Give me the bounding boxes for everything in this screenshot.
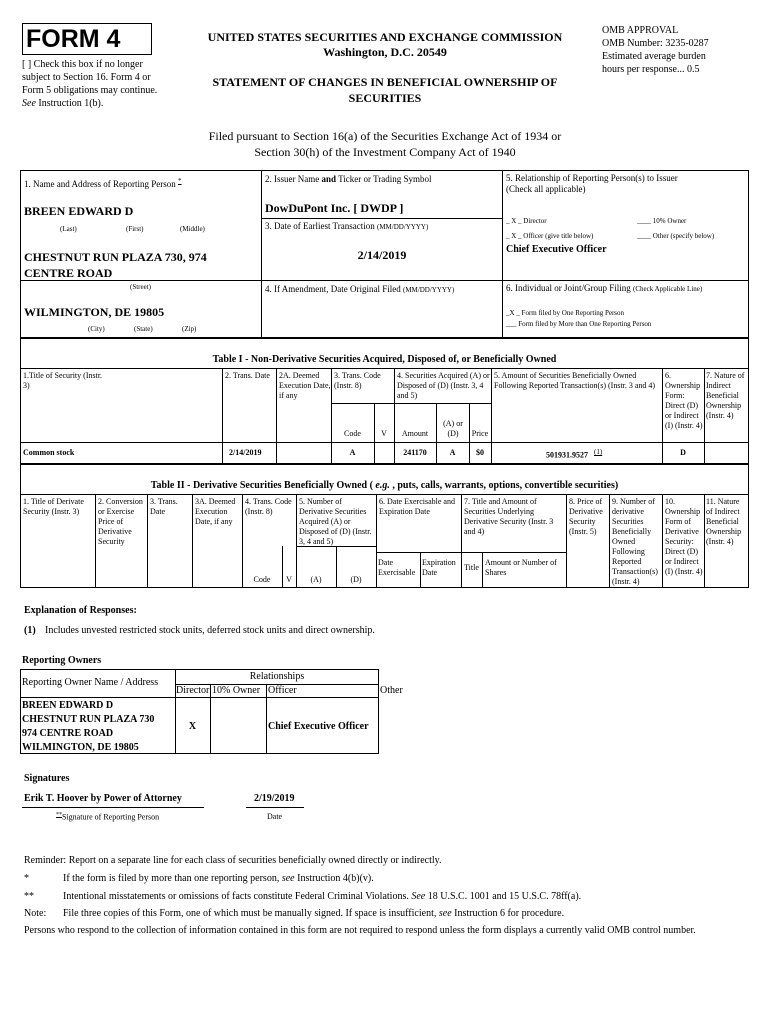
- table-2-title: Table II - Derivative Securities Beneficially Owned ( e.g. , puts, calls, warrants, options, convertible securities): [150, 480, 619, 491]
- t1-h-nature: 7. Nature of Indirect Beneficial Ownership (Instr. 4): [706, 371, 745, 420]
- t2-sub-title: Title: [464, 563, 479, 572]
- label-state: (State): [134, 325, 153, 333]
- t2-sub-amount: Amount or Number of Shares: [485, 558, 557, 577]
- filed-pursuant: Filed pursuant to Section 16(a) of the Securities Exchange Act of 1934 or Section 30(h) of the Investment Company Act of 1940: [208, 129, 562, 159]
- statement-title-2: SECURITIES: [348, 91, 422, 105]
- t1-h-code: 3. Trans. Code (Instr. 8): [334, 371, 381, 390]
- box1-label: 1. Name and Address of Reporting Person *: [24, 177, 182, 189]
- reporting-person-name[interactable]: BREEN EDWARD D: [24, 204, 134, 218]
- t2-sub-d: (D): [350, 575, 362, 584]
- label-last: (Last): [60, 225, 77, 233]
- signature-date: 2/19/2019: [254, 793, 295, 804]
- owners-col-director: Director: [176, 685, 210, 696]
- row-security: Common stock: [23, 448, 75, 457]
- owners-col-officer: Officer: [268, 685, 297, 696]
- t2-sub-expiration: Expiration Date: [422, 558, 456, 577]
- statement-title-1: STATEMENT OF CHANGES IN BENEFICIAL OWNERSHIP OF: [212, 75, 558, 89]
- t2-h-date: 3. Trans. Date: [150, 497, 178, 516]
- owners-col-ten: 10% Owner: [212, 685, 261, 696]
- t2-h-title: 1. Title of Derivate Security (Instr. 3): [23, 497, 84, 516]
- date-label: Date: [267, 812, 283, 821]
- checkbox-note[interactable]: [ ] Check this box if no longer subject to Section 16. Form 4 or Form 5 obligations may continue. See Instruction 1(b).: [22, 59, 158, 109]
- agency-location: Washington, D.C. 20549: [323, 45, 447, 59]
- t1-sub-price: Price: [471, 429, 489, 438]
- other-checkbox[interactable]: ____ Other (specify below): [637, 232, 715, 240]
- owner-director-mark: X: [188, 721, 197, 732]
- label-middle: (Middle): [180, 225, 205, 233]
- t1-sub-v: V: [381, 429, 387, 438]
- t1-h-ownership: 6. Ownership Form: Direct (D) or Indirect (I) (Instr. 4): [665, 371, 703, 430]
- label-first: (First): [126, 225, 144, 233]
- footnote-text: Includes unvested restricted stock units, deferred stock units and direct ownership.: [45, 625, 375, 636]
- t2-h-ownership: 10. Ownership Form of Derivative Security: Direct (D) or Indirect (I) (Instr. 4): [665, 497, 703, 576]
- row-aord: A: [449, 448, 456, 457]
- row-date: 2/14/2019: [229, 448, 262, 457]
- t2-h-underlying: 7. Title and Amount of Securities Underlying Derivative Security (Instr. 3 and 4): [464, 497, 554, 536]
- owner-officer-title: Chief Executive Officer: [268, 721, 369, 732]
- signatures-heading: Signatures: [24, 773, 70, 784]
- row-price: $0: [476, 448, 484, 457]
- owners-heading: Reporting Owners: [22, 655, 102, 666]
- box3-label: 3. Date of Earliest Transaction (MM/DD/YYYY): [265, 221, 429, 231]
- owners-col-other: Other: [380, 685, 403, 696]
- agency-name: UNITED STATES SECURITIES AND EXCHANGE COMMISSION: [207, 30, 563, 44]
- t2-sub-exercisable: Date Exercisable: [378, 558, 416, 577]
- filing-option-one[interactable]: _X _ Form filed by One Reporting Person: [506, 309, 625, 317]
- t1-h-date: 2. Trans. Date: [225, 371, 270, 380]
- double-star-text: Intentional misstatements or omissions of facts constitute Federal Criminal Violations. See 18 U.S.C. 1001 and 15 U.S.C. 78ff(a).: [63, 891, 582, 902]
- omb-notice: Persons who respond to the collection of information contained in this form are not required to respond unless the form displays a currently valid OMB control number.: [24, 925, 696, 936]
- t2-h-code: 4. Trans. Code (Instr. 8): [245, 497, 292, 516]
- t2-h-number: 5. Number of Derivative Securities Acquired (A) or Disposed of (D) (Instr. 3, 4 and 5): [299, 497, 372, 546]
- owner-name-address: BREEN EDWARD D CHESTNUT RUN PLAZA 730 974 CENTRE ROAD WILMINGTON, DE 19805: [22, 700, 155, 753]
- row-code: A: [349, 448, 356, 457]
- reminder-text: Reminder: Report on a separate line for each class of securities beneficially owned directly or indirectly.: [24, 855, 442, 866]
- row-form: D: [680, 448, 686, 457]
- t1-h-deemed: 2A. Deemed Execution Date, if any: [279, 371, 331, 400]
- t2-sub-v: V: [286, 575, 292, 584]
- date-line: [246, 807, 304, 808]
- t2-h-exercisable: 6. Date Exercisable and Expiration Date: [379, 497, 455, 516]
- box5-label: 5. Relationship of Reporting Person(s) to Issuer (Check all applicable): [506, 173, 678, 195]
- t1-h-title: 1.Title of Security (Instr. 3): [23, 371, 103, 390]
- star-text: If the form is filed by more than one reporting person, see Instruction 4(b)(v).: [63, 873, 374, 884]
- label-street: (Street): [130, 283, 151, 291]
- box2-label: 2. Issuer Name and Ticker or Trading Symbol: [265, 174, 432, 184]
- footnote-link[interactable]: (1): [594, 448, 603, 456]
- omb-approval: OMB APPROVAL OMB Number: 3235-0287 Estimated average burden hours per response... 0.5: [602, 25, 709, 75]
- signer-name: Erik T. Hoover by Power of Attorney: [24, 793, 182, 804]
- form-title: FORM 4: [26, 25, 121, 53]
- star-mark: *: [24, 873, 29, 884]
- footnote-number: (1): [24, 625, 36, 636]
- city-state-zip[interactable]: WILMINGTON, DE 19805: [24, 305, 165, 319]
- officer-title[interactable]: Chief Executive Officer: [506, 244, 607, 255]
- t1-h-securities: 4. Securities Acquired (A) or Disposed of (D) (Instr. 3, 4 and 5): [397, 371, 490, 400]
- filing-option-multiple[interactable]: ___ Form filed by More than One Reporting Person: [506, 320, 652, 328]
- t2-sub-code: Code: [253, 575, 271, 584]
- label-city: (City): [88, 325, 105, 333]
- earliest-transaction-date[interactable]: 2/14/2019: [357, 248, 407, 262]
- issuer-name[interactable]: DowDuPont Inc. [ DWDP ]: [265, 201, 404, 215]
- officer-checkbox[interactable]: _ X _ Officer (give title below): [506, 232, 594, 240]
- t2-h-conversion: 2. Conversion or Exercise Price of Derivative Security: [98, 497, 143, 546]
- signature-line: [22, 807, 204, 808]
- t1-sub-amount: Amount: [401, 429, 429, 438]
- box6-label: 6. Individual or Joint/Group Filing (Check Applicable Line): [506, 283, 703, 293]
- signature-label: **Signature of Reporting Person: [56, 812, 160, 822]
- t1-h-amount-owned: 5. Amount of Securities Beneficially Owned Following Reported Transaction(s) (Instr. 3 and 4): [494, 371, 656, 390]
- explanation-heading: Explanation of Responses:: [24, 605, 137, 616]
- form-title-box: [22, 23, 152, 55]
- director-checkbox[interactable]: _ X _ Director: [506, 217, 547, 225]
- t1-sub-code: Code: [344, 429, 361, 438]
- double-star-mark: **: [24, 891, 34, 902]
- row-amount: 241170: [403, 448, 427, 457]
- t2-h-price: 8. Price of Derivative Security (Instr. 5): [569, 497, 603, 536]
- t1-sub-aord: (A) or (D): [443, 419, 463, 438]
- street-address[interactable]: CHESTNUT RUN PLAZA 730, 974 CENTRE ROAD: [24, 250, 207, 280]
- note-text: File three copies of this Form, one of which must be manually signed. If space is insufficient, see Instruction 6 for procedure.: [63, 908, 565, 919]
- owners-col-name: Reporting Owner Name / Address: [22, 677, 159, 688]
- owners-col-relationships: Relationships: [249, 671, 305, 682]
- note-mark: Note:: [24, 908, 47, 919]
- row-owned: 501931.9527 $^{(1)}$: [546, 448, 603, 460]
- label-zip: (Zip): [182, 325, 197, 333]
- box4-label: 4. If Amendment, Date Original Filed (MM/DD/YYYY): [265, 284, 455, 294]
- t2-h-deemed: 3A. Deemed Execution Date, if any: [195, 497, 236, 526]
- ten-percent-owner-checkbox[interactable]: ____ 10% Owner: [637, 217, 687, 225]
- t2-h-number-owned: 9. Number of derivative Securities Beneficially Owned Following Reported Transaction(s) (Instr. 4): [612, 497, 658, 586]
- table-1-title: Table I - Non-Derivative Securities Acquired, Disposed of, or Beneficially Owned: [212, 354, 557, 365]
- t2-h-nature: 11. Nature of Indirect Beneficial Ownership (Instr. 4): [706, 497, 742, 546]
- t2-sub-a: (A): [310, 575, 322, 584]
